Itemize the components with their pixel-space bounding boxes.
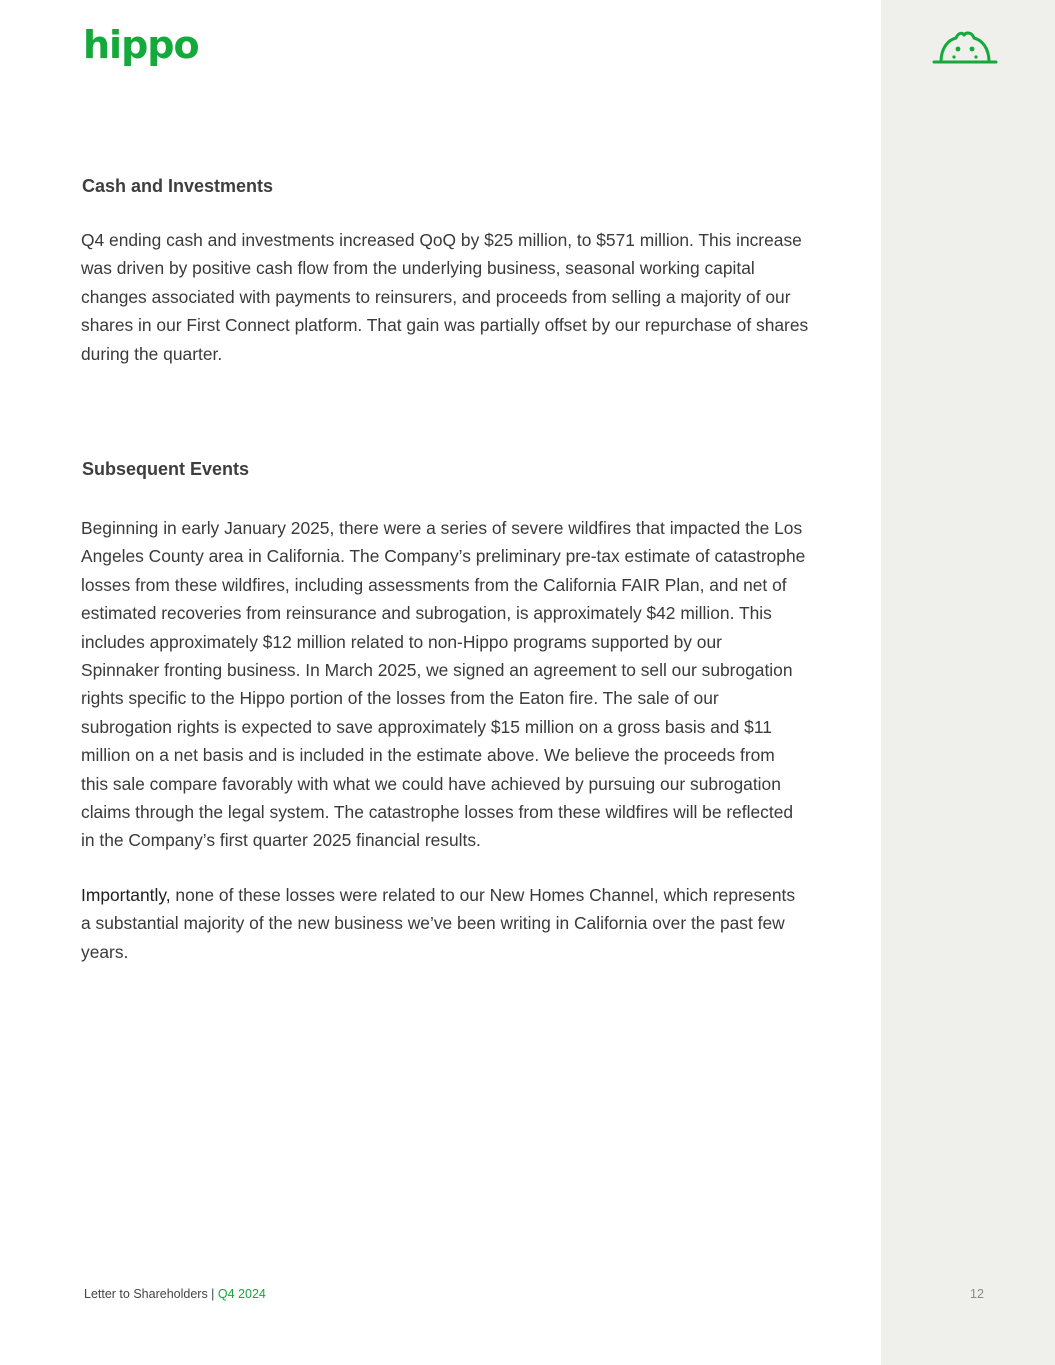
importantly-paragraph: Importantly, none of these losses were related to our New Homes Channel, which represents a substantial majority of the new business we’ve been writing in California over the past few years. (81, 885, 796, 962)
right-sidebar-panel (881, 0, 1055, 1365)
page-number: 12 (970, 1287, 984, 1301)
footer-quarter: Q4 2024 (217, 1287, 266, 1301)
cash-investments-paragraph: Q4 ending cash and investments increased QoQ by $25 million, to $571 million. This increase was driven by positive cash flow from the underlying business, seasonal working capital changes associated with payments to reinsurers, and proceeds from selling a majority of our shares in our First Connect platform. That gain was partially offset by our repurchase of shares during the quarter. (81, 230, 809, 364)
section-heading-cash-investments: Cash and Investments (82, 176, 274, 196)
footer-label: Letter to Shareholders | Q4 2024 (84, 1287, 266, 1301)
importantly-lead: Importantly, (81, 885, 171, 905)
section-heading-subsequent-events: Subsequent Events (82, 459, 250, 479)
subsequent-events-paragraph: Beginning in early January 2025, there were a series of severe wildfires that impacted the Los Angeles County area in California. The Company’s preliminary pre-tax estimate of catastrophe losses from these wildfires, including assessments from the California FAIR Plan, and net of estimated recoveries from reinsurance and subrogation, is approximately $42 million. This includes approximately $12 million related to non-Hippo programs supported by our Spinnaker fronting business. In March 2025, we signed an agreement to sell our subrogation rights specific to the Hippo portion of the losses from the Eaton fire. The sale of our subrogation rights is expected to save approximately $15 million on a gross basis and $11 million on a net basis and is included in the estimate above. We believe the proceeds from this sale compare favorably with what we could have achieved by pursuing our subrogation claims through the legal system. The catastrophe losses from these wildfires will be reflected in the Company’s first quarter 2025 financial results. (81, 518, 806, 851)
hippo-logo: hippo (83, 23, 199, 67)
hippo-mascot-icon (932, 30, 998, 66)
